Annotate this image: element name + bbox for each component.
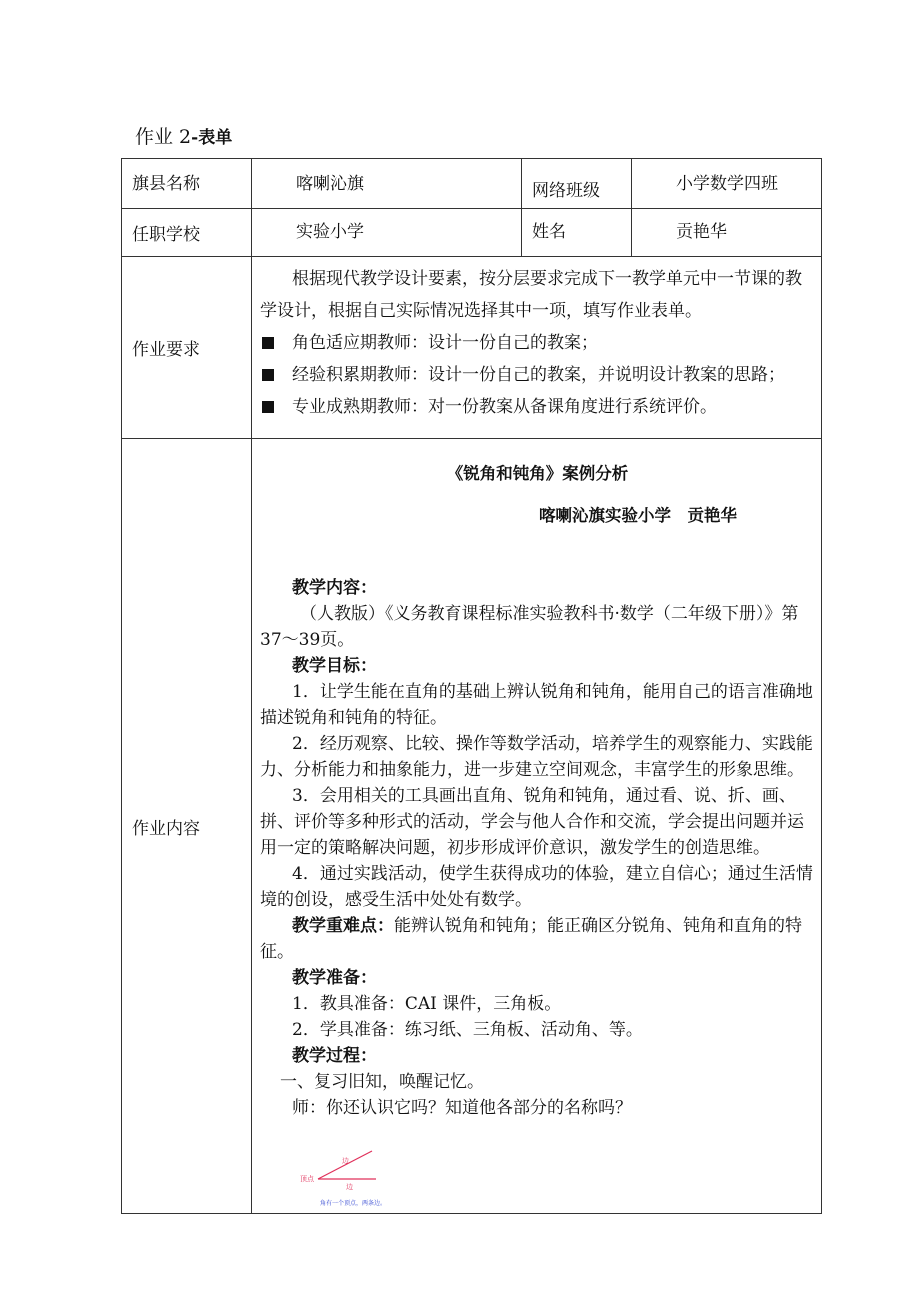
school-label: 任职学校 xyxy=(122,209,252,257)
teacher-question: 师：你还认识它吗？知道他各部分的名称吗？ xyxy=(292,1098,632,1118)
square-bullet-icon xyxy=(262,401,274,413)
objective-item: 2．经历观察、比较、操作等数学活动，培养学生的观察能力、实践能力、分析能力和抽象能力，进一步建立空间观念，丰富学生的形象思维。 xyxy=(260,734,813,780)
form-row-school xyxy=(122,209,822,257)
process-step: 一、复习旧知，唤醒记忆。 xyxy=(280,1072,484,1092)
teaching-content-heading: 教学内容： xyxy=(292,578,377,598)
name-value: 贡艳华 xyxy=(632,209,822,257)
square-bullet-icon xyxy=(262,337,274,349)
objective-item: 4．通过实践活动，使学生获得成功的体验，建立自信心；通过生活情境的创设，感受生活中处处有数学。 xyxy=(260,864,813,910)
form-row-content xyxy=(122,439,822,1214)
homework-form-table xyxy=(121,158,822,1214)
document-title: 《锐角和钝角》案例分析 xyxy=(446,464,629,483)
name-label: 姓名 xyxy=(522,209,632,257)
angle-side-upper xyxy=(318,1151,372,1179)
figure-caption: 角有一个顶点，两条边。 xyxy=(320,1200,387,1207)
angle-figure xyxy=(260,1121,815,1213)
page-title: 作业 2-表单 xyxy=(135,126,233,148)
key-points: 教学重难点：能辨认锐角和钝角；能正确区分锐角、钝角和直角的特征。 xyxy=(260,916,802,962)
objective-item: 1．让学生能在直角的基础上辨认锐角和钝角，能用自己的语言准确地描述锐角和钝角的特征。 xyxy=(260,682,813,728)
objective-item: 3．会用相关的工具画出直角、锐角和钝角，通过看、说、折、画、拼、评价等多种形式的活动，学会与他人合作和交流，学会提出问题并运用一定的策略解决问题，初步形成评价意识，激发学生的创造思维。 xyxy=(260,786,804,858)
requirement-intro: 根据现代教学设计要素，按分层要求完成下一教学单元中一节课的教学设计，根据自己实际情况选择其中一项，填写作业表单。 xyxy=(260,269,802,321)
county-value: 喀喇沁旗 xyxy=(252,159,522,209)
preparation-heading: 教学准备： xyxy=(292,968,377,988)
requirement-item: 专业成熟期教师：对一份教案从备课角度进行系统评价。 xyxy=(260,391,813,423)
school-value: 实验小学 xyxy=(252,209,522,257)
requirement-item: 经验积累期教师：设计一份自己的教案，并说明设计教案的思路； xyxy=(260,359,813,391)
preparation-item: 2．学具准备：练习纸、三角板、活动角、等。 xyxy=(292,1020,643,1040)
side-label-top: 边 xyxy=(342,1157,349,1165)
document-author: 喀喇沁旗实验小学 贡艳华 xyxy=(539,506,737,525)
content-label: 作业内容 xyxy=(122,439,252,1214)
process-heading: 教学过程： xyxy=(292,1046,377,1066)
angle-diagram xyxy=(260,1121,420,1213)
form-row-county xyxy=(122,159,822,209)
preparation-item: 1．教具准备：CAI 课件，三角板。 xyxy=(292,994,562,1014)
county-label: 旗县名称 xyxy=(122,159,252,209)
objectives-heading: 教学目标： xyxy=(292,656,377,676)
requirement-cell xyxy=(252,257,822,439)
square-bullet-icon xyxy=(262,369,274,381)
side-label-bottom: 边 xyxy=(346,1183,353,1191)
class-label: 网络班级 xyxy=(522,159,632,209)
vertex-label: 顶点 xyxy=(300,1175,314,1183)
requirement-item: 角色适应期教师：设计一份自己的教案； xyxy=(260,327,813,359)
content-cell xyxy=(252,439,822,1214)
form-row-requirements xyxy=(122,257,822,439)
requirement-label: 作业要求 xyxy=(122,257,252,439)
teaching-content-text: （人教版）《义务教育课程标准实验教科书·数学（二年级下册）》第37～39页。 xyxy=(260,604,799,650)
class-value: 小学数学四班 xyxy=(632,159,822,209)
